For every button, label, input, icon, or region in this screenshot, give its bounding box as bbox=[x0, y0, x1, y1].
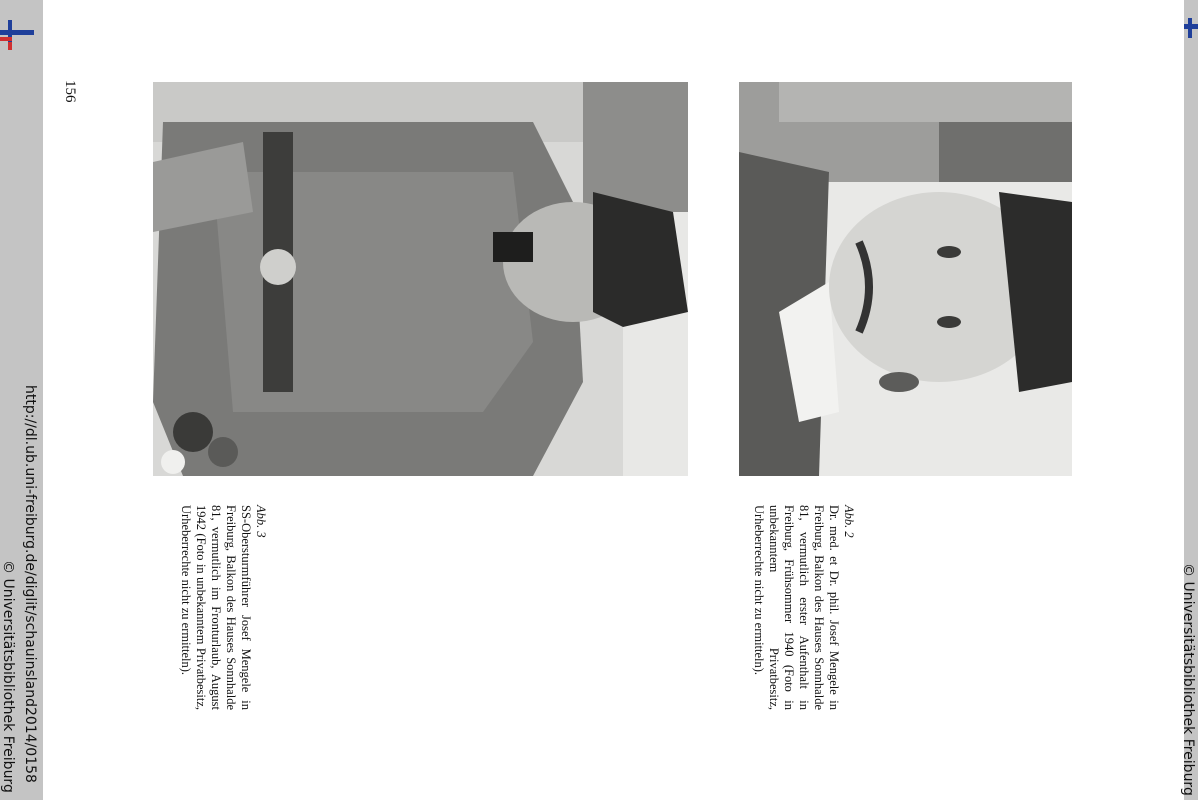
portrait-photo-icon bbox=[739, 82, 1072, 476]
calibration-marker-right-icon bbox=[1184, 18, 1198, 42]
calibration-marker-icon bbox=[0, 18, 36, 52]
watermark-copyright-right: © Universitätsbibliothek Freiburg bbox=[1180, 563, 1196, 796]
figure-abb-2-text: Dr. med. et Dr. phil. Josef Mengele in Freiburg, Balkon des Hauses Sonnhalde 81, vermutlich erster Aufenthalt in Freiburg, Frühsommer 1940 (Foto in unbekanntem Privatbesitz, Urheberrechte nicht zu ermitteln). bbox=[752, 505, 841, 710]
figure-abb-3-label: Abb. 3 bbox=[254, 505, 268, 538]
figure-abb-3-photo bbox=[153, 82, 688, 476]
uniformed-officer-photo-icon bbox=[153, 82, 688, 476]
figure-abb-2-label: Abb. 2 bbox=[842, 505, 856, 538]
watermark-copyright-left: © Universitätsbibliothek Freiburg bbox=[0, 560, 16, 793]
figure-abb-3-caption bbox=[178, 505, 268, 710]
watermark-url: http://dl.ub.uni-freiburg.de/diglit/schauinsland2014/0158 bbox=[22, 385, 38, 783]
figure-abb-2-caption bbox=[751, 505, 856, 710]
figure-abb-2-photo bbox=[739, 82, 1072, 476]
figure-abb-3-text: SS-Obersturmführer Josef Mengele in Freiburg, Balkon des Hauses Sonnhalde 81, vermutlich im Fronturlaub, August 1942 (Foto in unbekanntem Privatbesitz, Urheberrechte nicht zu ermitteln). bbox=[179, 505, 253, 710]
page-number: 156 bbox=[62, 80, 78, 103]
